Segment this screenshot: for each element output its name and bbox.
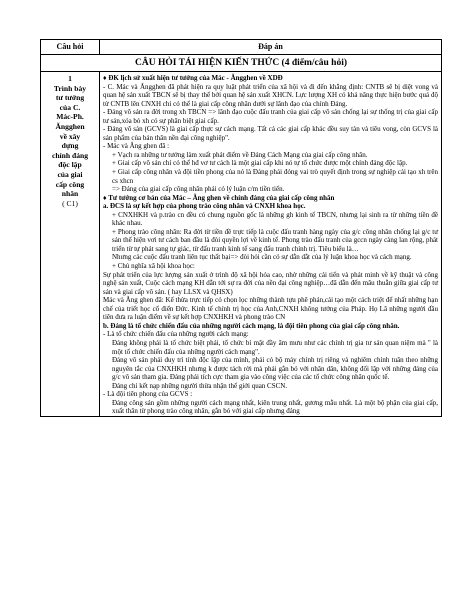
answer-subheading: b. Đảng là tổ chức chiến đấu của những người cách mạng, là đội tiên phong của giai cấp công nhân. (103, 321, 400, 330)
question-cell (41, 72, 100, 417)
section-title: CÂU HỎI TÁI HIỆN KIẾN THỨC (4 điểm/câu hỏi) (41, 55, 442, 72)
question-line: tư tưởng (55, 93, 85, 103)
answer-paragraph: Đảng vô sản phải duy trì tính độc lập của mình, phải có bộ máy chính trị riêng và nghiêm chỉnh tuân theo những nguyên tắc của CNXHKH nhưng k được tách rời mà phải gắn bó với nhân dân, không đối lập với những đảng của g/c vô sản tham gia. Đảng phải tích cực tham gia vào công việc của các tổ chức công nhân quốc tế. (112, 356, 438, 382)
answer-paragraph: + Giai cấp vô sản chỉ có thể hđ vơ tư cách là một giai cấp khi nó tự tổ chức được một chính đảng độc lập. (112, 159, 408, 168)
question-code: ( C1) (62, 198, 78, 208)
question-row (41, 72, 442, 417)
answer-cell (100, 72, 442, 417)
question-line: chính đảng (51, 150, 89, 160)
question-line: cấp công (55, 179, 85, 189)
header-answer: Đáp án (100, 40, 442, 55)
question-line: về xây (59, 131, 81, 141)
answer-paragraph: - Mác và Ăng ghen đã : (103, 142, 170, 151)
section-title-row (41, 55, 442, 72)
answer-paragraph: + CNXHKH và p.trào cn đều có chung nguồn gốc là những gh kinh tế TBCN, nhưng lại sinh ra từ những tiền đề khác nhau. (112, 210, 438, 228)
question-number: 1 (68, 74, 72, 83)
answer-paragraph: Mác và Ăng ghen đã: Kế thừa trực tiếp có chọn lọc những thành tựu phê phán,cải tạo một cách triệt để nhất những hạn chế của triết học cổ điển Đức. Kinh tế chính trị học của Anh,CNXH không tưởng của Pháp. Họ Lã những người đầu tiên đưa ra luận điểm về sự kết hợp CNXHKH và phong trào CN (103, 296, 438, 322)
answer-paragraph: - Là đội tiên phong của GCVS : (103, 390, 193, 399)
answer-paragraph: + Giai cấp công nhân và đội tiền phong của nó là Đảng phải đóng vai trò quyết định trong sự nghiệp cải tạo xh trên cs xhcn (112, 168, 438, 185)
answer-paragraph: => Đảng của giai cấp công nhân phải có lý luận c/m tiền tiến. (112, 185, 285, 194)
answer-heading: ♦ ĐK lịch sử xuất hiện tư tưởng của Mác - Ăngghen về XDĐ (103, 74, 283, 82)
table-header-row (41, 40, 442, 55)
answer-paragraph: - Là tổ chức chiến đấu của những người cách mạng: (103, 330, 249, 339)
header-question: Câu hỏi (41, 40, 100, 55)
answer-paragraph: - Đảng vô sản (GCVS) là giai cấp thực sự cách mạng. Tất cả các giai cấp khác đều suy tàn và tiêu vong, còn GCVS là sản phẩm của bản thân nền đại công nghiệp". (103, 125, 438, 142)
answer-paragraph: Đảng không phải là tổ chức biệt phái, tổ chức bí mật đầy âm mưu như các chính trị gia tư sản quan niệm mà " là một tổ chức chiến đấu của những người cách mạng". (112, 338, 438, 356)
answer-paragraph: + Phong trào công nhân: Ra đời từ tiền đề trực tiếp là cuộc đấu tranh hàng ngày của g/c công nhân chống lại g/c tư sản thể hiện vơi tư cách ban đầu là đòi quyền lợi về kinh tế. Phong trào đấu tranh của gccn ngày càng lan rộng, phát triển từ tự phát sang tự giác, từ đấu tranh kinh tế sang đấu tranh chính trị. Tiêu biểu là… (112, 227, 438, 253)
answer-paragraph: Đảng công sản gồm những người cách mạng nhất, kiên trung nhất, gương mẫu nhất. Là một bộ phận của giai cấp, xuất thân từ phong trào công nhân, gắn bó với giai cấp nhưng đảng (112, 398, 438, 416)
answer-paragraph: - Đảng vô sản ra đời trong xh TBCN => lãnh đạo cuộc đấu tranh của giai cấp vô sản chống lại sự thống trị của giai cấp tư sản,xóa bỏ xh có sự phân biệt giai cấp. (103, 108, 438, 125)
question-line: dựng (61, 141, 79, 151)
question-line: của C. (59, 102, 81, 112)
answer-paragraph: Sự phát triển của lực lượng sản xuất ở trình độ xã hội hóa cao, nhờ những cải tiến và phát minh về kỹ thuật và công nghệ sản xuất, Cuộc cách mạng KH dẫn tới sự ra đời của nền đại công nghiệp…đã dẫn đến mâu thuẫn giữa giai cấp tư sản và giai cấp vô sản. ( hay LLSX và QHSX) (103, 270, 438, 296)
question-line: nhân (61, 189, 79, 199)
question-line: độc lập (58, 160, 82, 170)
answer-paragraph: Đảng chỉ kết nạp những người thừa nhận thế giới quan CSCN. (112, 381, 288, 390)
question-line: Ăngghen (55, 121, 85, 131)
question-line: Trình bày (53, 83, 87, 93)
question-line: của giai (57, 169, 83, 179)
document-page (40, 39, 442, 613)
qa-table (40, 39, 442, 417)
answer-paragraph: + Chủ nghĩa xã hội khoa học: (112, 262, 195, 271)
answer-paragraph: - C. Mác và Ăngghen đã phát hiện ra quy luật phát triển của xã hội và đi đến khẳng định: CNTB sẽ bị diệt vong và quan hệ sản xuất TBCN sẽ bị thay thế bởi quan hệ sản xuất XHCN. Lực lượng XH có khả năng thực hiện bước quá độ từ CNTB lên CNXH chỉ có thể là giai cấp công nhân dưới sự lãnh đạo của chính Đảng. (103, 82, 438, 108)
answer-paragraph: + Vạch ra những tư tưởng làm xuất phát điểm về Đảng Cách Mạng của giai cấp công nhân. (112, 150, 368, 159)
answer-heading: ♦ Tư tưởng cơ bản của Mác – Ăng ghen về chính đảng của giai cấp công nhân (103, 193, 335, 202)
question-line: Mác-Ph. (56, 112, 84, 122)
answer-paragraph: Nhưng các cuộc đấu tranh liên tục thất bại=> đòi hỏi cần có sự dẫn dắt của lý luận khoa học và cách mạng. (112, 253, 412, 262)
answer-subheading: a. ĐCS là sự kết hợp của phong trào công nhân và CNXH khoa học. (103, 202, 306, 211)
